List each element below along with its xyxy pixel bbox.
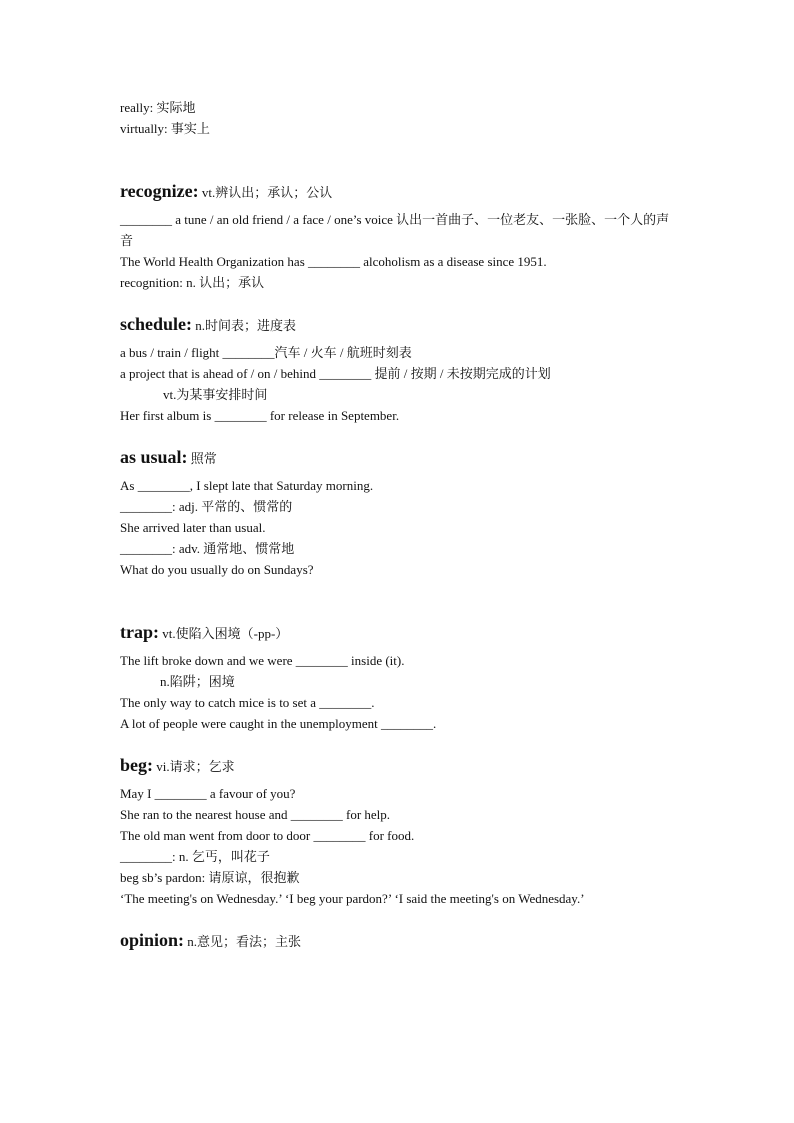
- example-line: May I ________ a favour of you?: [120, 786, 296, 801]
- definition-line: n.陷阱；困境: [160, 674, 235, 689]
- entry-recognize: [120, 179, 700, 293]
- entry-heading: [120, 179, 700, 205]
- definition: vi.请求；乞求: [153, 759, 235, 774]
- headword: as usual:: [120, 447, 188, 467]
- entry-trap: [120, 620, 700, 734]
- entry-heading: [120, 312, 700, 338]
- headword: beg:: [120, 755, 153, 775]
- entry-heading: [120, 753, 700, 779]
- example-line: Her first album is ________ for release in September.: [120, 408, 400, 423]
- entry-schedule: [120, 312, 700, 426]
- headword: trap:: [120, 622, 159, 642]
- example-line: a bus / train / flight ________汽车 / 火车 / 航班时刻表: [120, 345, 412, 360]
- definition: vt.使陷入困境（-pp-）: [159, 626, 289, 641]
- example-line: The only way to catch mice is to set a ________.: [120, 695, 375, 710]
- example-line: What do you usually do on Sundays?: [120, 562, 314, 577]
- definition: vt.辨认出；承认；公认: [198, 185, 333, 200]
- derivative-line: recognition: n. 认出；承认: [120, 275, 265, 290]
- definition: n.意见；看法；主张: [184, 934, 302, 949]
- entry-heading: [120, 928, 700, 954]
- entry-heading: [120, 445, 700, 471]
- definition: 照常: [187, 451, 217, 466]
- derivative-line: ________: adj. 平常的、惯常的: [120, 499, 293, 514]
- definition-line: vt.为某事安排时间: [163, 387, 268, 402]
- entry-as-usual: [120, 445, 700, 580]
- entry-beg: [120, 753, 700, 909]
- example-line: As ________, I slept late that Saturday morning.: [120, 478, 374, 493]
- example-line: ________ a tune / an old friend / a face / one’s voice 认出一首曲子、一位老友、一张脸、一个人的声音: [120, 212, 670, 248]
- entry-heading: [120, 620, 700, 646]
- example-line: a project that is ahead of / on / behind ________ 提前 / 按期 / 未按期完成的计划: [120, 366, 551, 381]
- text-line: virtually: 事实上: [120, 121, 210, 136]
- definition: n.时间表；进度表: [192, 318, 297, 333]
- example-line: She ran to the nearest house and ________ for help.: [120, 807, 391, 822]
- derivative-line: ________: adv. 通常地、惯常地: [120, 541, 295, 556]
- entry-opinion: [120, 928, 700, 954]
- example-line: She arrived later than usual.: [120, 520, 266, 535]
- derivative-line: ________: n. 乞丐，叫花子: [120, 849, 270, 864]
- phrase-line: beg sb’s pardon: 请原谅，很抱歉: [120, 870, 300, 885]
- headword: recognize:: [120, 181, 199, 201]
- document-page: [120, 97, 700, 958]
- example-line: The World Health Organization has ________ alcoholism as a disease since 1951.: [120, 254, 547, 269]
- headword: schedule:: [120, 314, 192, 334]
- example-line: A lot of people were caught in the unemployment ________.: [120, 716, 437, 731]
- example-line: The old man went from door to door ________ for food.: [120, 828, 415, 843]
- headword: opinion:: [120, 930, 185, 950]
- example-line: The lift broke down and we were ________ inside (it).: [120, 653, 405, 668]
- text-line: really: 实际地: [120, 100, 196, 115]
- example-line: ‘The meeting's on Wednesday.’ ‘I beg your pardon?’ ‘I said the meeting's on Wednesday.’: [120, 891, 585, 906]
- intro-block: [120, 97, 700, 139]
